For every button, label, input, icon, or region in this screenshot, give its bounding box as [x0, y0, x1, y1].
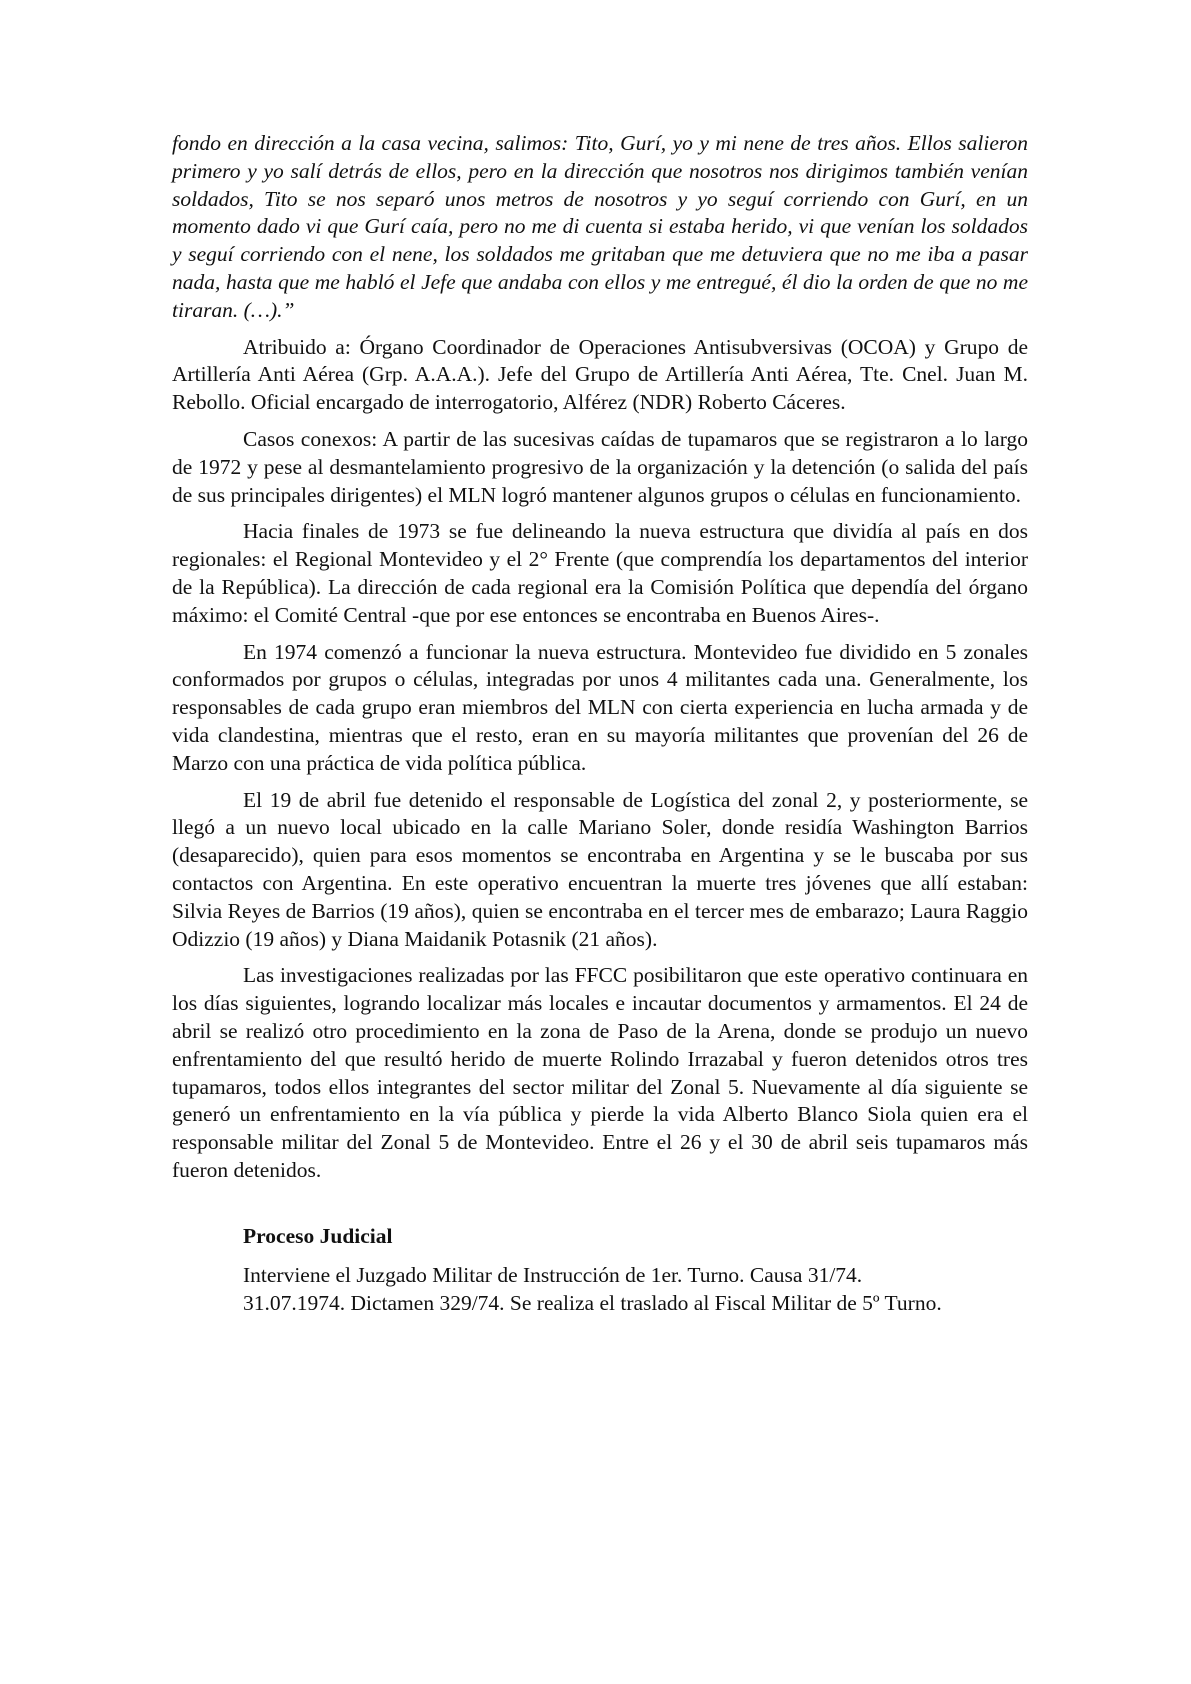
section-heading: Proceso Judicial — [243, 1223, 393, 1248]
paragraph-dictamen: 31.07.1974. Dictamen 329/74. Se realiza el traslado al Fiscal Militar de 5º Turno. — [243, 1291, 942, 1316]
paragraph-april-19: El 19 de abril fue detenido el responsable de Logística del zonal 2, y posteriormente, se llegó a un nuevo local ubicado en la calle Mariano Soler, donde residía Washington Barrios (desaparecido), quien para esos momentos se encontraba en Argentina y se le buscaba por sus contactos con Argentina. En este operativo encuentran la muerte tres jóvenes que allí estaban: Silvia Reyes de Barrios (19 años), quien se encontraba en el tercer mes de embarazo; Laura Raggio Odizzio (19 años) y Diana Maidanik Potasnik (21 años). — [172, 787, 1028, 951]
paragraph-investigations: Las investigaciones realizadas por las FFCC posibilitaron que este operativo continuara en los días siguientes, logrando localizar más locales e incautar documentos y armamentos. El 24 de abril se realizó otro procedimiento en la zona de Paso de la Arena, donde se produjo un nuevo enfrentamiento del que resultó herido de muerte Rolindo Irrazabal y fueron detenidos otros tres tupamaros, todos ellos integrantes del sector militar del Zonal 5. Nuevamente al día siguiente se generó un enfrentamiento en la vía pública y pierde la vida Alberto Blanco Siola quien era el responsable militar del Zonal 5 de Montevideo. Entre el 26 y el 30 de abril seis tupamaros más fueron detenidos. — [172, 963, 1028, 1182]
paragraph-related-cases: Casos conexos: A partir de las sucesivas caídas de tupamaros que se registraron a lo largo de 1972 y pese al desmantelamiento progresivo de la organización y la detención (o salida del país de sus principales dirigentes) el MLN logró mantener algunos grupos o células en funcionamiento. — [172, 426, 1028, 507]
paragraph-montevideo-zonals: En 1974 comenzó a funcionar la nueva estructura. Montevideo fue dividido en 5 zonales conformados por grupos o células, integradas por unos 4 militantes cada una. Generalmente, los responsables de cada grupo eran miembros del MLN con cierta experiencia en lucha armada y de vida clandestina, mientras que el resto, eran en su mayoría militantes que provenían del 26 de Marzo con una práctica de vida política pública. — [172, 639, 1028, 775]
paragraph-court: Interviene el Juzgado Militar de Instrucción de 1er. Turno. Causa 31/74. — [243, 1263, 863, 1288]
document-page — [172, 130, 1028, 1318]
paragraph-attribution: Atribuido a: Órgano Coordinador de Operaciones Antisubversivas (OCOA) y Grupo de Artillería Anti Aérea (Grp. A.A.A.). Jefe del Grupo de Artillería Anti Aérea, Tte. Cnel. Juan M. Rebollo. Oficial encargado de interrogatorio, Alférez (NDR) Roberto Cáceres. — [172, 334, 1028, 415]
testimony-quote: fondo en dirección a la casa vecina, salimos: Tito, Gurí, yo y mi nene de tres años. Ellos salieron primero y yo salí detrás de ellos, pero en la dirección que nosotros nos dirigimos también venían soldados, Tito se nos separó unos metros de nosotros y yo seguí corriendo con Gurí, en un momento dado vi que Gurí caía, pero no me di cuenta si estaba herido, vi que venían los soldados y seguí corriendo con el nene, los soldados me gritaban que me detuviera que no me iba a pasar nada, hasta que me habló el Jefe que andaba con ellos y me entregué, él dio la orden de que no me tiraran. (…).” — [172, 131, 1028, 322]
paragraph-new-structure: Hacia finales de 1973 se fue delineando la nueva estructura que dividía al país en dos regionales: el Regional Montevideo y el 2° Frente (que comprendía los departamentos del interior de la República). La dirección de cada regional era la Comisión Política que dependía del órgano máximo: el Comité Central -que por ese entonces se encontraba en Buenos Aires-. — [172, 519, 1028, 627]
